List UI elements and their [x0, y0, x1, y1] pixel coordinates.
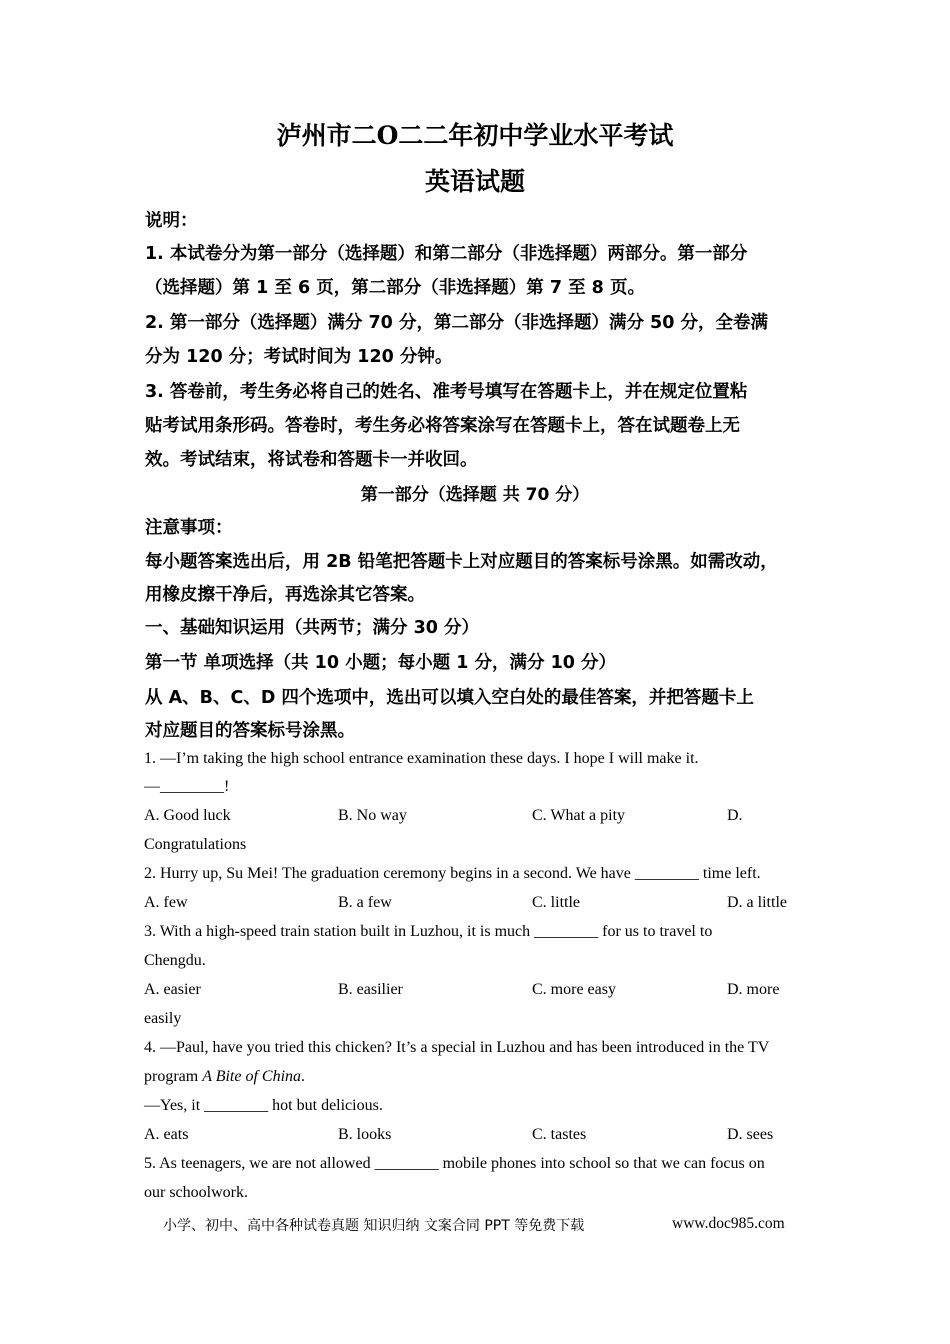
- question-1-option-b: B. No way: [338, 807, 407, 824]
- question-4-option-c: C. tastes: [532, 1126, 587, 1143]
- question-2-option-a: A. few: [144, 894, 188, 911]
- instruction-line: （选择题）第 1 至 6 页，第二部分（非选择题）第 7 至 8 页。: [145, 278, 645, 298]
- instruction-line: 1. 本试卷分为第一部分（选择题）和第二部分（非选择题）两部分。第一部分: [145, 244, 748, 264]
- question-1-option-a: A. Good luck: [144, 807, 231, 824]
- notice-heading: 注意事项：: [145, 518, 233, 538]
- notice-line: 每小题答案选出后，用 2B 铅笔把答题卡上对应题目的答案标号涂黑。如需改动，: [145, 552, 778, 572]
- question-3-stem: 3. With a high-speed train station built in Luzhou, it is much ________ for us to travel to: [144, 923, 713, 940]
- exam-title: 泸州市二O二二年初中学业水平考试: [276, 121, 674, 150]
- question-3-option-c: C. more easy: [532, 981, 616, 998]
- question-4-program-title: A Bite of China: [202, 1068, 302, 1085]
- question-3-option-b: B. easilier: [338, 981, 403, 998]
- footer-url[interactable]: www.doc985.com: [672, 1215, 785, 1232]
- directions-line: 从 A、B、C、D 四个选项中，选出可以填入空白处的最佳答案，并把答题卡上: [145, 688, 754, 708]
- question-1-option-c: C. What a pity: [532, 807, 626, 824]
- question-1-option-d-text: Congratulations: [144, 836, 247, 853]
- question-5-stem: 5. As teenagers, we are not allowed ________ mobile phones into school so that we can focus on: [144, 1155, 765, 1172]
- question-3-stem-cont: Chengdu.: [144, 952, 206, 969]
- question-2-option-d: D. a little: [727, 894, 787, 911]
- instruction-line: 贴考试用条形码。答卷时，考生务必将答案涂写在答题卡上，答在试题卷上无: [145, 416, 740, 436]
- question-4-stem-cont: [144, 1068, 305, 1086]
- notice-line: 用橡皮擦干净后，再选涂其它答案。: [145, 585, 425, 605]
- question-4-option-d: D. sees: [727, 1126, 774, 1143]
- directions-line: 对应题目的答案标号涂黑。: [145, 721, 355, 741]
- question-4-reply: —Yes, it ________ hot but delicious.: [144, 1097, 383, 1114]
- instruction-line: 分为 120 分；考试时间为 120 分钟。: [145, 347, 453, 367]
- question-4-program-prefix: program: [144, 1068, 203, 1085]
- question-5-stem-cont: our schoolwork.: [144, 1184, 248, 1201]
- question-4-option-a: A. eats: [144, 1126, 189, 1143]
- question-2-stem: 2. Hurry up, Su Mei! The graduation ceremony begins in a second. We have ________ time left.: [144, 865, 761, 882]
- question-3-option-d: D. more: [727, 981, 780, 998]
- subsection-title: 第一节 单项选择（共 10 小题；每小题 1 分，满分 10 分）: [145, 653, 617, 673]
- part-one-title: 第一部分（选择题 共 70 分）: [360, 485, 590, 505]
- question-4-stem: 4. —Paul, have you tried this chicken? It’s a special in Luzhou and has been introduced in the TV: [144, 1039, 770, 1056]
- instruction-line: 2. 第一部分（选择题）满分 70 分，第二部分（非选择题）满分 50 分，全卷满: [145, 313, 768, 333]
- question-3-option-d-text: easily: [144, 1010, 182, 1027]
- question-1-option-d: D.: [727, 807, 743, 824]
- instruction-line: 效。考试结束，将试卷和答题卡一并收回。: [145, 450, 478, 470]
- question-1-blank: —________!: [144, 778, 230, 795]
- question-1-stem: 1. —I’m taking the high school entrance examination these days. I hope I will make it.: [144, 750, 699, 767]
- question-2-option-b: B. a few: [338, 894, 392, 911]
- question-4-option-b: B. looks: [338, 1126, 392, 1143]
- instructions-heading: 说明：: [145, 211, 198, 231]
- instruction-line: 3. 答卷前，考生务必将自己的姓名、准考号填写在答题卡上，并在规定位置粘: [145, 382, 748, 402]
- section-title: 一、基础知识运用（共两节；满分 30 分）: [145, 618, 480, 638]
- footer-text: 小学、初中、高中各种试卷真题 知识归纳 文案合同 PPT 等免费下载: [163, 1218, 585, 1234]
- question-3-option-a: A. easier: [144, 981, 201, 998]
- question-4-program-suffix: .: [301, 1068, 306, 1085]
- question-2-option-c: C. little: [532, 894, 580, 911]
- exam-subject-title: 英语试题: [424, 167, 525, 196]
